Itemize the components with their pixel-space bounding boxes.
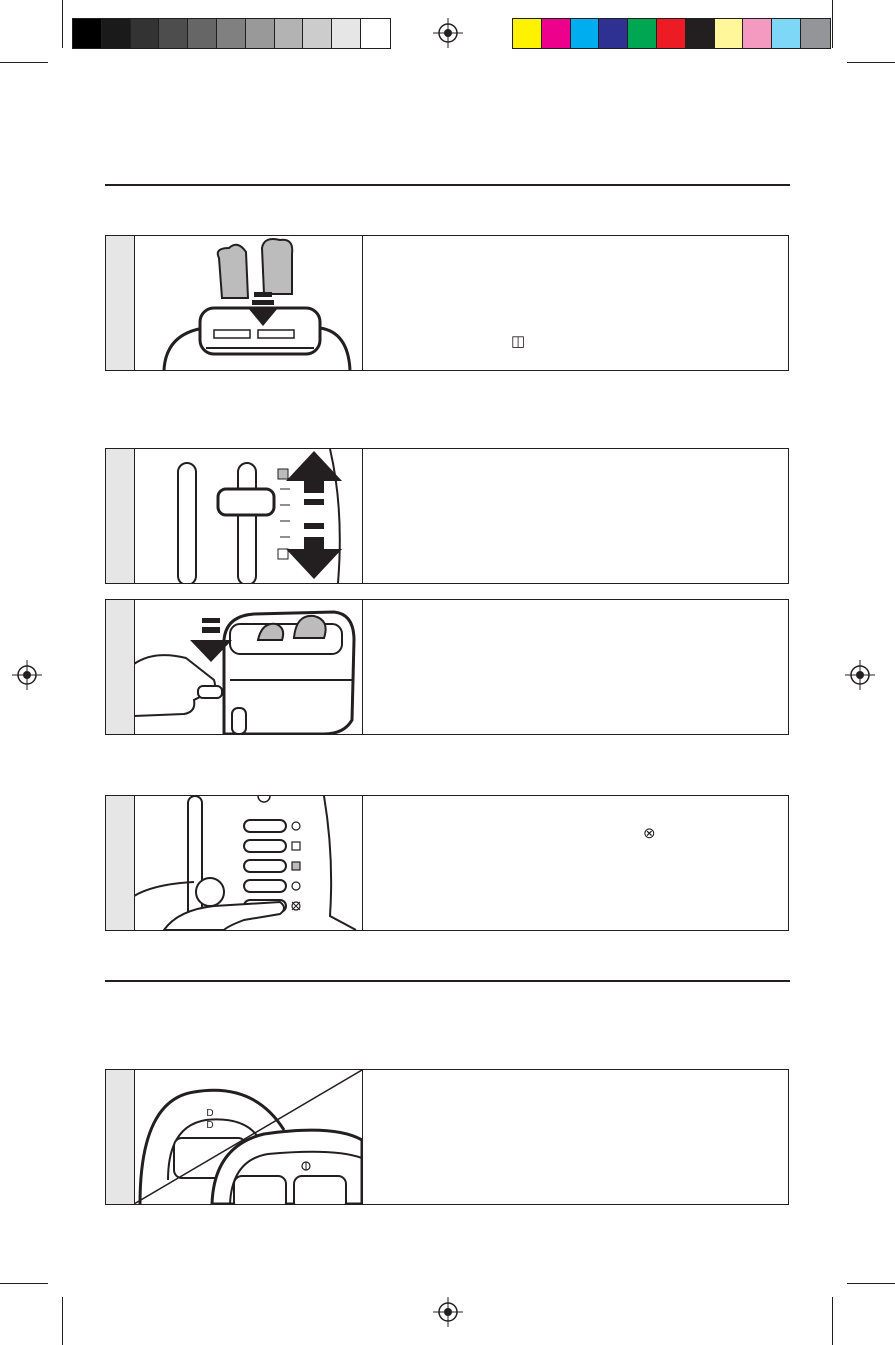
gray-swatch (332, 19, 361, 48)
step-tab (106, 236, 135, 370)
step-press-lever (105, 599, 789, 735)
step-slot-markings (105, 1069, 789, 1205)
gray-swatch (303, 19, 332, 48)
step-insert-bread (105, 235, 789, 371)
crop-mark (62, 1297, 63, 1345)
gray-swatch (159, 19, 188, 48)
section-rule (105, 980, 790, 982)
slot-marking-illustration (134, 1070, 363, 1204)
cancel-icon: ⊗ (643, 825, 656, 842)
crop-mark (847, 1283, 895, 1284)
press-lever-illustration (134, 600, 363, 734)
color-swatch (513, 19, 542, 48)
registration-target-top (433, 18, 463, 48)
step-cancel-toasting-text (363, 796, 788, 930)
gray-swatch (217, 19, 246, 48)
registration-target-bottom (433, 1297, 463, 1327)
gray-swatch (361, 19, 390, 48)
registration-target-left (12, 660, 42, 690)
browning-lever-illustration (134, 449, 363, 583)
gray-swatch (131, 19, 160, 48)
step-cancel-toasting (105, 795, 789, 931)
bagel-icon: ◫ (511, 333, 526, 350)
control-panel-illustration (134, 796, 363, 930)
color-swatch (743, 19, 772, 48)
step-adjust-browning (105, 448, 789, 584)
gray-swatch (188, 19, 217, 48)
step-press-lever-text (363, 600, 788, 734)
crop-mark (0, 62, 48, 63)
step-tab (106, 600, 135, 734)
step-slot-markings-text (363, 1070, 788, 1204)
color-swatch (542, 19, 571, 48)
step-adjust-browning-text (363, 449, 788, 583)
svg-text:D: D (206, 1120, 214, 1131)
color-swatch (715, 19, 744, 48)
color-swatch (657, 19, 686, 48)
gray-swatch (73, 19, 102, 48)
step-tab (106, 796, 135, 930)
gray-swatch (275, 19, 304, 48)
crop-mark (0, 1283, 48, 1284)
step-tab (106, 1070, 135, 1204)
color-swatch (571, 19, 600, 48)
step-insert-bread-text (363, 236, 788, 370)
crop-mark (832, 0, 833, 48)
svg-text:D: D (206, 1108, 214, 1119)
crop-mark (847, 62, 895, 63)
gray-swatch (102, 19, 131, 48)
gray-registration-bar (72, 18, 391, 49)
color-swatch (772, 19, 801, 48)
color-swatch (686, 19, 715, 48)
section-rule (105, 184, 790, 186)
crop-mark (62, 0, 63, 48)
color-registration-bar (512, 18, 831, 49)
gray-swatch (246, 19, 275, 48)
step-tab (106, 449, 135, 583)
color-swatch (628, 19, 657, 48)
color-swatch (599, 19, 628, 48)
bread-insert-illustration (134, 236, 363, 370)
color-swatch (801, 19, 830, 48)
crop-mark (832, 1297, 833, 1345)
registration-target-right (845, 660, 875, 690)
